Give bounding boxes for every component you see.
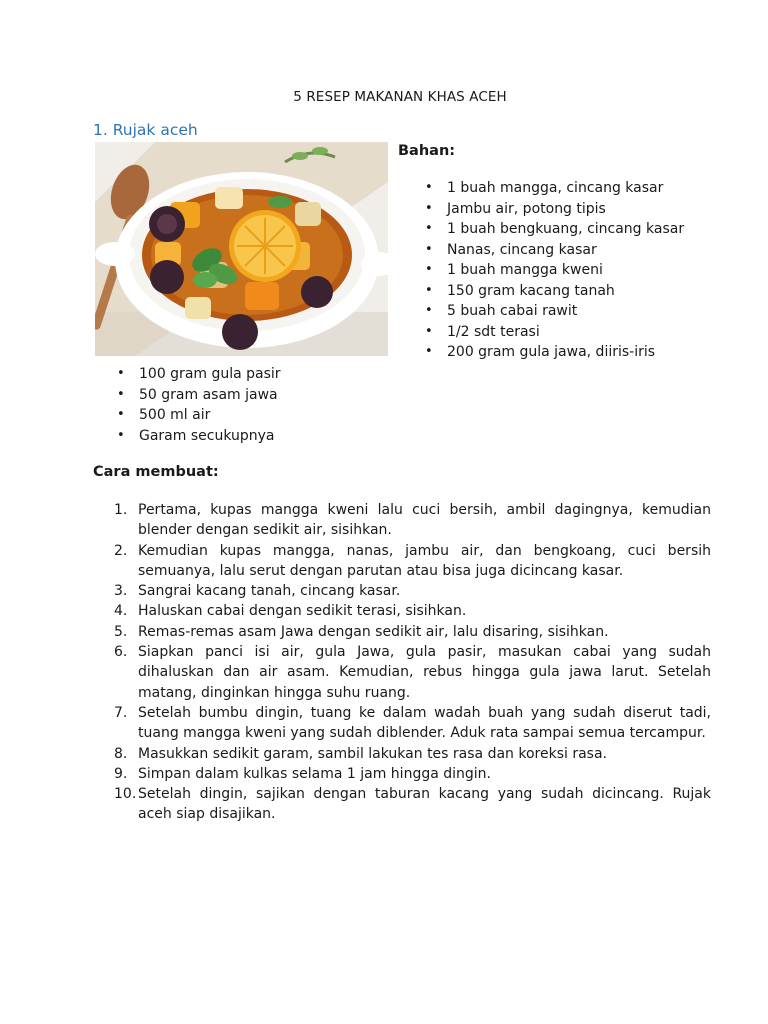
step-number: 9.: [114, 765, 128, 782]
list-item: • 1 buah mangga, cincang kasar: [425, 178, 684, 199]
list-item: • 200 gram gula jawa, diiris-iris: [425, 342, 684, 363]
step-number: 6.: [114, 644, 128, 661]
list-item: • 50 gram asam jawa: [117, 385, 281, 406]
cara-membuat-label: Cara membuat:: [93, 464, 219, 480]
step-text: Haluskan cabai dengan sedikit terasi, sisihkan.: [138, 603, 467, 620]
bahan-label: Bahan:: [398, 143, 456, 159]
steps-list: [114, 500, 711, 825]
list-item: • 5 buah cabai rawit: [425, 301, 684, 322]
list-item: • Nanas, cincang kasar: [425, 240, 684, 261]
list-item: • 100 gram gula pasir: [117, 364, 281, 385]
step-text: Sangrai kacang tanah, cincang kasar.: [138, 583, 401, 600]
step-item: [114, 703, 711, 744]
rujak-aceh-photo: [95, 142, 388, 356]
step-item: [114, 601, 711, 621]
step-number: 7.: [114, 704, 128, 721]
list-item: • 1/2 sdt terasi: [425, 322, 684, 343]
step-item: [114, 622, 711, 642]
step-item: [114, 581, 711, 601]
step-item: [114, 642, 711, 703]
step-item: [114, 500, 711, 541]
step-item: [114, 784, 711, 825]
list-item: • Jambu air, potong tipis: [425, 199, 684, 220]
ingredients-list-left: [117, 364, 281, 446]
step-number: 1.: [114, 502, 128, 518]
step-text: Remas-remas asam Jawa dengan sedikit air, lalu disaring, sisihkan.: [138, 623, 609, 640]
step-number: 10.: [114, 786, 137, 803]
list-item: • 1 buah bengkuang, cincang kasar: [425, 219, 684, 240]
step-text: Siapkan panci isi air, gula Jawa, gula pasir, masukan cabai yang sudah dihaluskan dan air asam. Kemudian, rebus hingga gula jawa larut. Setelah matang, dinginkan hingga suhu ruang.: [138, 644, 711, 701]
section-heading: 1. Rujak aceh: [93, 121, 198, 139]
list-item: • 150 gram kacang tanah: [425, 281, 684, 302]
step-number: 4.: [114, 603, 128, 620]
step-text: Kemudian kupas mangga, nanas, jambu air, dan bengkoang, cuci bersih semuanya, lalu serut dengan parutan atau bisa juga dicincang kasar.: [138, 542, 711, 579]
list-item: • 500 ml air: [117, 405, 281, 426]
step-text: Masukkan sedikit garam, sambil lakukan tes rasa dan koreksi rasa.: [138, 745, 607, 762]
step-item: [114, 541, 711, 582]
step-number: 2.: [114, 542, 128, 559]
step-number: 8.: [114, 745, 128, 762]
step-item: [114, 764, 711, 784]
document-title: 5 RESEP MAKANAN KHAS ACEH: [293, 89, 507, 105]
step-text: Pertama, kupas mangga kweni lalu cuci bersih, ambil dagingnya, kemudian blender dengan sedikit air, sisihkan.: [138, 502, 711, 539]
step-number: 3.: [114, 583, 128, 600]
ingredients-list-right: [425, 178, 684, 363]
step-text: Setelah bumbu dingin, tuang ke dalam wadah buah yang sudah diserut tadi, tuang mangga kweni yang sudah diblender. Aduk rata sampai semua tercampur.: [138, 704, 711, 742]
step-number: 5.: [114, 623, 128, 640]
step-text: Setelah dingin, sajikan dengan taburan kacang yang sudah dicincang. Rujak aceh siap disajikan.: [138, 786, 711, 823]
list-item: • 1 buah mangga kweni: [425, 260, 684, 281]
step-text: Simpan dalam kulkas selama 1 jam hingga dingin.: [138, 765, 491, 782]
step-item: [114, 744, 711, 764]
list-item: • Garam secukupnya: [117, 426, 281, 447]
